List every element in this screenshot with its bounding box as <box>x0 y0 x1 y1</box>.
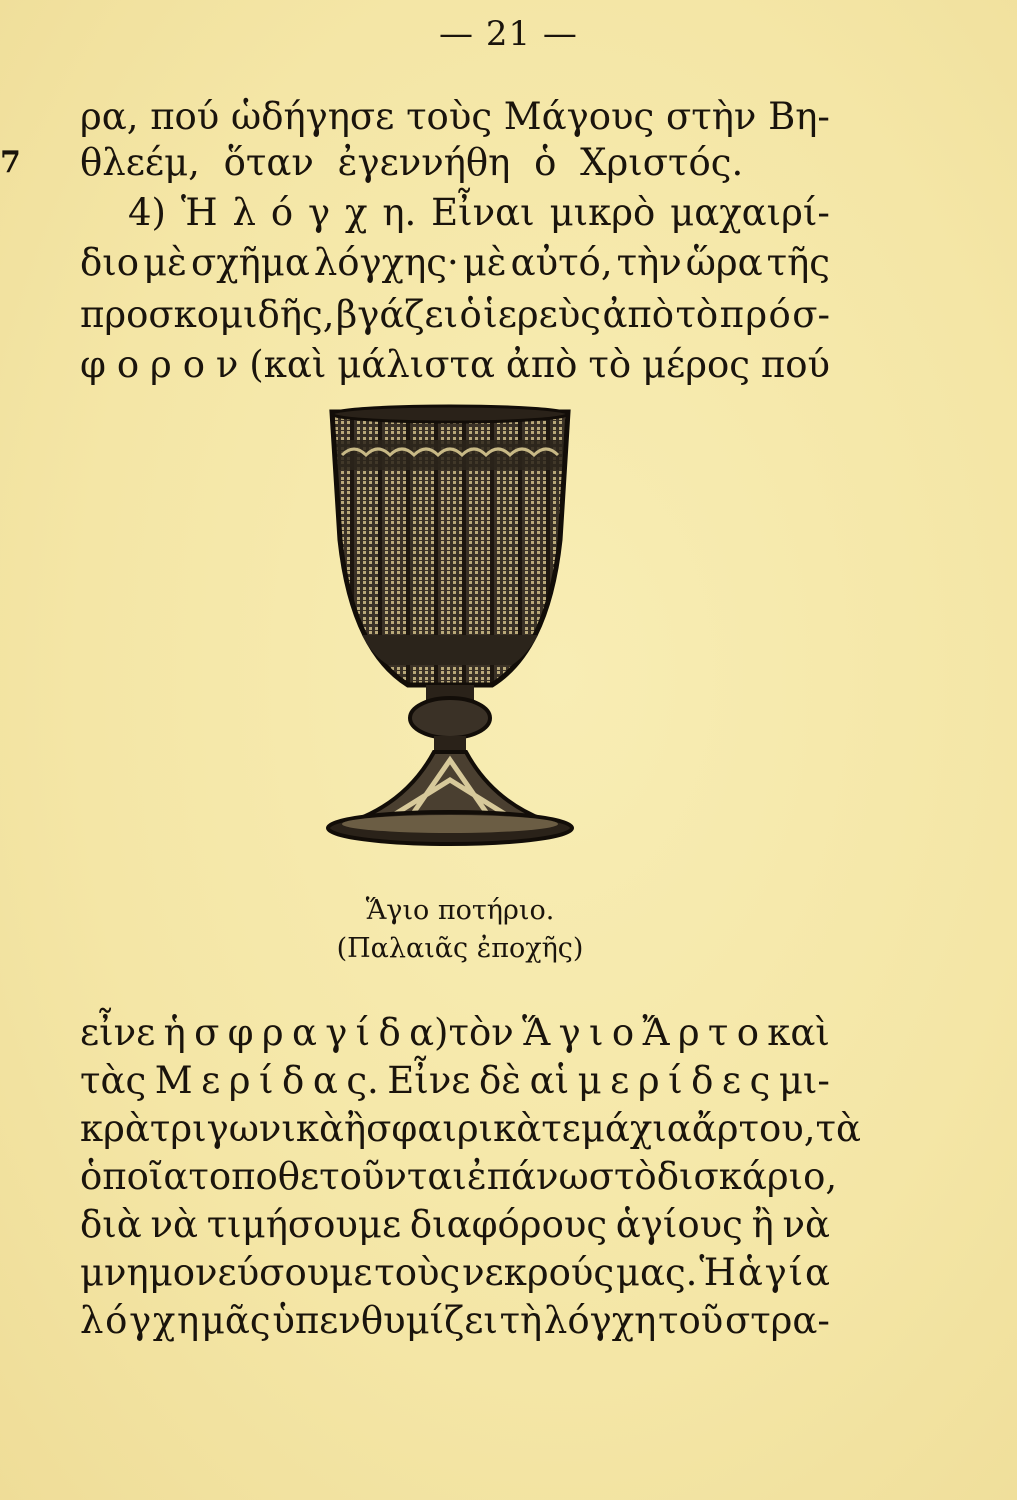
text-line: θλεέμ, ὅταν ἐγεννήθη ὁ Χριστός. <box>80 141 744 184</box>
chalice-illustration <box>322 400 578 870</box>
word: ρα, <box>80 95 139 138</box>
word: ἁ <box>737 1251 763 1294</box>
text-line <box>80 342 830 388</box>
word: γ <box>308 191 331 234</box>
word: ἢ <box>344 1107 367 1150</box>
word: τιμήσουμε <box>206 1203 402 1246</box>
text-line <box>128 190 830 236</box>
word: τὴ <box>499 1299 543 1342</box>
word: ἢ <box>751 1203 774 1246</box>
word: ς <box>749 1059 771 1102</box>
word: καὶ <box>767 1011 830 1054</box>
word: νεκρούς <box>462 1251 615 1294</box>
word: φ <box>227 1011 254 1054</box>
margin-mark: 7 <box>0 145 21 180</box>
word: λόγχης· <box>313 241 459 284</box>
word: τοῦ <box>658 1299 724 1342</box>
word: ί <box>259 1059 274 1102</box>
word: Εἶναι <box>431 191 535 234</box>
word: κρὰ <box>80 1107 150 1150</box>
word: 4) <box>128 191 166 234</box>
word: ἀπὸ <box>602 293 675 336</box>
word: φ <box>80 343 106 386</box>
word: διὰ <box>80 1203 142 1246</box>
word: Μάγους <box>503 95 655 138</box>
word: ο <box>611 1011 635 1054</box>
word: α <box>804 1251 830 1294</box>
word: Ἡ <box>699 1251 736 1294</box>
word: ο <box>116 343 140 386</box>
word: τεμάχια <box>541 1107 692 1150</box>
word: Ἄ <box>642 1011 670 1054</box>
word: δ <box>691 1059 714 1102</box>
word: ί <box>788 1251 804 1294</box>
word: ἁγίους <box>615 1203 743 1246</box>
word: ὁ <box>459 293 482 336</box>
word: τοὺς <box>406 95 493 138</box>
text-line <box>80 240 830 286</box>
word: πού <box>760 343 830 386</box>
word: η. <box>382 191 417 234</box>
word: τοποθετοῦνται <box>188 1155 467 1198</box>
word: (καὶ <box>249 343 327 386</box>
word: τὸ <box>588 343 632 386</box>
word: ί <box>668 1059 683 1102</box>
word: μὲ <box>143 241 187 284</box>
word: σ <box>194 1011 220 1054</box>
word: πού <box>150 95 220 138</box>
word: χ <box>152 1299 176 1342</box>
word: μνημονεύσουμε <box>80 1251 373 1294</box>
text-line <box>80 292 830 338</box>
text-line <box>80 1154 838 1200</box>
word: τὸ <box>675 293 719 336</box>
text-line <box>80 1058 830 1104</box>
word: τοὺς <box>374 1251 461 1294</box>
word: δισκάριο, <box>656 1155 838 1198</box>
page-number: — 21 — <box>439 14 578 54</box>
word: ό <box>768 293 791 336</box>
word: μάλιστα <box>337 343 495 386</box>
word: διαφόρους <box>409 1203 608 1246</box>
word: στὸ <box>588 1155 657 1198</box>
word: σ- <box>792 293 830 336</box>
word: ρ <box>150 343 172 386</box>
text-line <box>80 1010 830 1056</box>
word: μαχαιρί- <box>670 191 830 234</box>
word: ρ <box>677 1011 700 1054</box>
word: μ <box>577 1059 602 1102</box>
word: στὴν <box>665 95 757 138</box>
word: α <box>291 1011 317 1054</box>
word: προσκομιδῆς, <box>80 293 335 336</box>
word: ὁποῖα <box>80 1155 189 1198</box>
word: ρ <box>745 293 768 336</box>
word: Μ <box>154 1059 193 1102</box>
figure-caption-title: Ἅγιο ποτήριο. <box>365 895 555 926</box>
word: αἱ <box>529 1059 570 1102</box>
word: λ <box>232 191 256 234</box>
word: δ <box>282 1059 305 1102</box>
word: λόγχη <box>543 1299 657 1342</box>
word: Ἡ <box>180 191 218 234</box>
text-line <box>80 94 830 140</box>
word: ε <box>610 1059 630 1102</box>
word: τ <box>707 1011 729 1054</box>
word: ὥρα <box>685 241 763 284</box>
word: γ <box>325 1011 348 1054</box>
word: ἄρτου, <box>691 1107 816 1150</box>
text-line <box>80 1106 862 1152</box>
word: Ἅ <box>522 1011 551 1054</box>
word: ί <box>355 1011 371 1054</box>
word: σφαιρικὰ <box>366 1107 542 1150</box>
word: Βη- <box>768 95 830 138</box>
word: χ <box>345 191 368 234</box>
word: δὲ <box>478 1059 522 1102</box>
word: εἶνε <box>80 1011 156 1054</box>
word: γ <box>764 1251 787 1294</box>
word: αὐτό, <box>510 241 613 284</box>
text-line <box>80 1202 830 1248</box>
word: ε <box>201 1059 221 1102</box>
chalice-icon <box>322 400 578 870</box>
word: δ <box>378 1011 401 1054</box>
text-line <box>80 1250 830 1296</box>
figure-caption-subtitle: (Παλαιᾶς ἐποχῆς) <box>336 933 584 964</box>
word: διο <box>80 241 140 284</box>
word: νὰ <box>782 1203 830 1246</box>
word: ὑπενθυμίζει <box>272 1299 498 1342</box>
word: τριγωνικὰ <box>149 1107 344 1150</box>
word: η <box>177 1299 200 1342</box>
word: α)τὸν <box>409 1011 514 1054</box>
word: μᾶς <box>200 1299 271 1342</box>
word: τὴν <box>616 241 682 284</box>
word: μι- <box>778 1059 830 1102</box>
word: τῆς <box>766 241 830 284</box>
word: μέρος <box>642 343 750 386</box>
word: ο <box>182 343 205 386</box>
word: ρ <box>261 1011 284 1054</box>
word: νὰ <box>150 1203 198 1246</box>
word: ό <box>270 191 294 234</box>
word: τὰς <box>80 1059 147 1102</box>
word: ἡ <box>163 1011 186 1054</box>
word: ἀπὸ <box>505 343 578 386</box>
word: ό <box>105 1299 128 1342</box>
word: ι <box>589 1011 604 1054</box>
word: μας. <box>615 1251 698 1294</box>
word: ἱερεὺς <box>483 293 602 336</box>
word: μὲ <box>462 241 507 284</box>
word: λ <box>80 1299 104 1342</box>
word: ς. <box>346 1059 379 1102</box>
word: γ <box>129 1299 152 1342</box>
text-line <box>80 1298 830 1344</box>
word: στρα- <box>724 1299 830 1342</box>
word: τὰ <box>815 1107 862 1150</box>
word: ὡδήγησε <box>231 95 395 138</box>
word: ν <box>215 343 239 386</box>
word: βγάζει <box>335 293 459 336</box>
word: ε <box>721 1059 742 1102</box>
word: ο <box>736 1011 759 1054</box>
word: σχῆμα <box>190 241 310 284</box>
word: γ <box>558 1011 581 1054</box>
word: μικρὸ <box>549 191 656 234</box>
word: π <box>719 293 744 336</box>
word: Εἶνε <box>387 1059 471 1102</box>
word: α <box>312 1059 338 1102</box>
word: ρ <box>228 1059 251 1102</box>
word: ἐπάνω <box>466 1155 589 1198</box>
word: ρ <box>637 1059 660 1102</box>
